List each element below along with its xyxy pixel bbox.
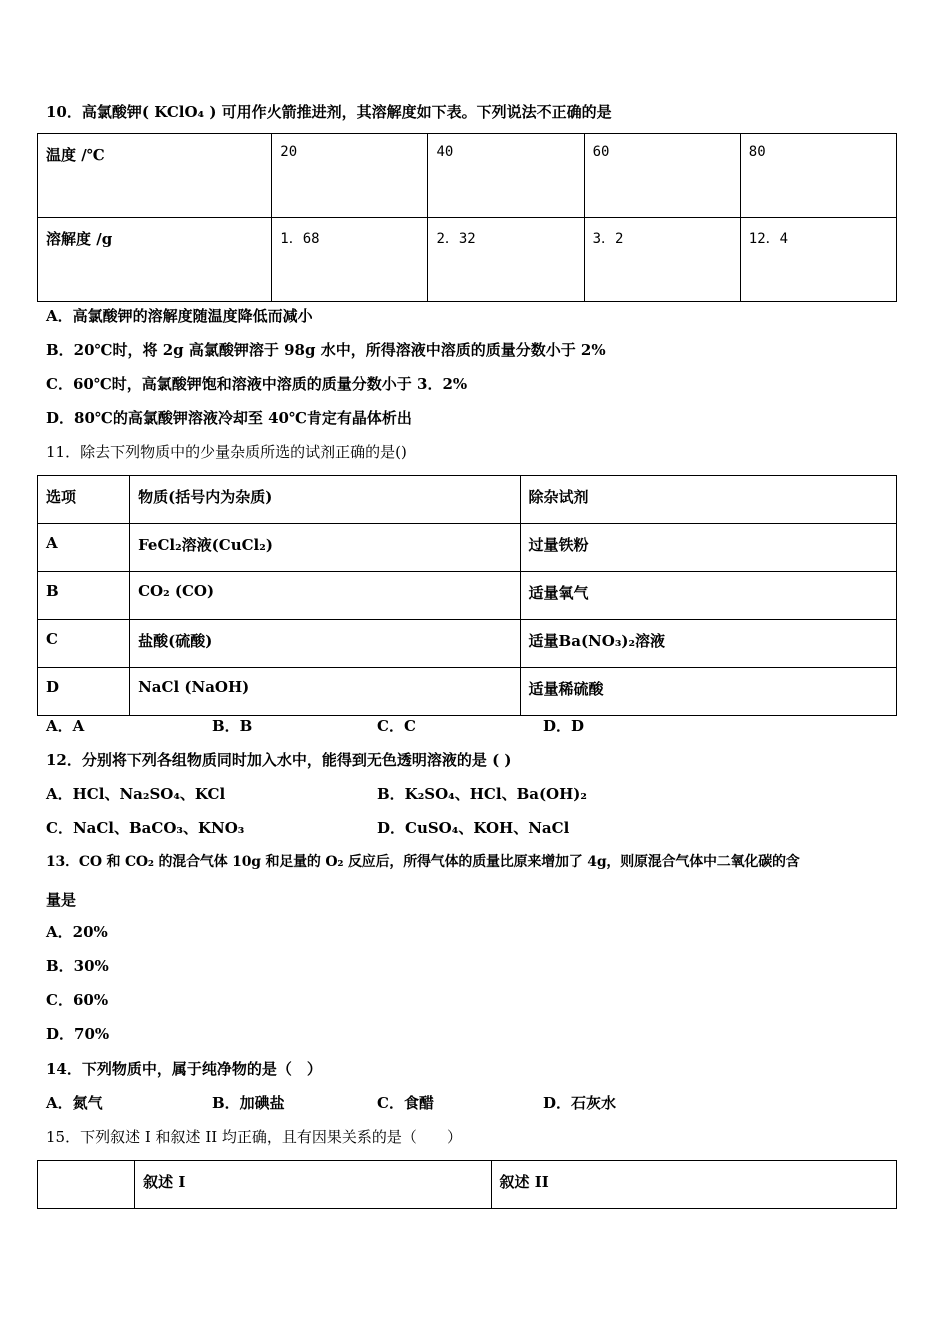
- table-cell: 20: [272, 134, 428, 218]
- q12-option-a: A．HCl、Na₂SO₄、KCl: [46, 785, 226, 803]
- q12-option-b: B．K₂SO₄、HCl、Ba(OH)₂: [377, 785, 587, 803]
- q12-stem: 12．分别将下列各组物质同时加入水中，能得到无色透明溶液的是 ( ): [46, 751, 512, 769]
- table-cell: 适量氧气: [520, 572, 896, 620]
- q10-solubility-table: [37, 133, 897, 302]
- table-row: [38, 620, 897, 668]
- q10-option-a: A．高氯酸钾的溶解度随温度降低而减小: [46, 307, 313, 325]
- table-cell: 温度 /℃: [38, 134, 272, 218]
- q13-option-a: A．20%: [46, 923, 108, 941]
- table-cell: 物质(括号内为杂质): [130, 476, 520, 524]
- q15-statement-table: [37, 1160, 897, 1209]
- table-cell: NaCl (NaOH): [130, 668, 520, 716]
- q14-stem: 14．下列物质中，属于纯净物的是（ ）: [46, 1060, 322, 1078]
- table-cell: B: [38, 572, 130, 620]
- q13-option-d: D．70%: [46, 1025, 110, 1043]
- q11-reagent-table: [37, 475, 897, 716]
- table-cell: 选项: [38, 476, 130, 524]
- table-row: [38, 476, 897, 524]
- table-cell: D: [38, 668, 130, 716]
- table-cell: 除杂试剂: [520, 476, 896, 524]
- table-row: [38, 134, 897, 218]
- q10-option-c: C．60℃时，高氯酸钾饱和溶液中溶质的质量分数小于 3．2%: [46, 375, 468, 393]
- table-cell: 3．2: [584, 218, 740, 302]
- q10-stem: 10．高氯酸钾( KClO₄ ) 可用作火箭推进剂，其溶解度如下表。下列说法不正确的是: [46, 103, 612, 121]
- q13-option-c: C．60%: [46, 991, 109, 1009]
- table-cell: CO₂ (CO): [130, 572, 520, 620]
- q12-option-c: C．NaCl、BaCO₃、KNO₃: [46, 819, 245, 837]
- q13-stem-line1: 13．CO 和 CO₂ 的混合气体 10g 和足量的 O₂ 反应后，所得气体的质量比原来增加了 4g，则原混合气体中二氧化碳的含: [46, 854, 800, 870]
- q10-option-b: B．20℃时，将 2g 高氯酸钾溶于 98g 水中，所得溶液中溶质的质量分数小于 2%: [46, 341, 606, 359]
- q14-option-c: C．食醋: [377, 1094, 434, 1112]
- table-cell: FeCl₂溶液(CuCl₂): [130, 524, 520, 572]
- table-cell: 2．32: [428, 218, 584, 302]
- q11-stem: 11．除去下列物质中的少量杂质所选的试剂正确的是(): [46, 443, 407, 461]
- q14-option-b: B．加碘盐: [212, 1094, 285, 1112]
- table-row: [38, 572, 897, 620]
- q13-stem-line2: 量是: [46, 891, 77, 909]
- table-cell: 40: [428, 134, 584, 218]
- table-cell: 盐酸(硫酸): [130, 620, 520, 668]
- table-cell: 60: [584, 134, 740, 218]
- q11-option-d: D．D: [543, 717, 585, 735]
- table-cell: 叙述 I: [135, 1161, 491, 1209]
- table-cell: 叙述 II: [491, 1161, 896, 1209]
- table-cell: 过量铁粉: [520, 524, 896, 572]
- table-cell: 适量稀硫酸: [520, 668, 896, 716]
- q10-option-d: D．80℃的高氯酸钾溶液冷却至 40℃肯定有晶体析出: [46, 409, 412, 427]
- table-row: [38, 524, 897, 572]
- table-row: [38, 218, 897, 302]
- table-cell: A: [38, 524, 130, 572]
- q12-option-d: D．CuSO₄、KOH、NaCl: [377, 819, 570, 837]
- table-row: [38, 1161, 897, 1209]
- q15-stem: 15．下列叙述 I 和叙述 II 均正确，且有因果关系的是（ ）: [46, 1128, 462, 1146]
- q11-option-b: B．B: [212, 717, 253, 735]
- table-cell: 12．4: [740, 218, 896, 302]
- q11-option-a: A．A: [46, 717, 85, 735]
- table-cell: 适量Ba(NO₃)₂溶液: [520, 620, 896, 668]
- q14-option-a: A．氮气: [46, 1094, 103, 1112]
- table-cell: 80: [740, 134, 896, 218]
- q11-option-c: C．C: [377, 717, 416, 735]
- table-cell: 1．68: [272, 218, 428, 302]
- table-cell: 溶解度 /g: [38, 218, 272, 302]
- q14-option-d: D．石灰水: [543, 1094, 617, 1112]
- table-cell: [38, 1161, 135, 1209]
- q13-option-b: B．30%: [46, 957, 109, 975]
- table-row: [38, 668, 897, 716]
- table-cell: C: [38, 620, 130, 668]
